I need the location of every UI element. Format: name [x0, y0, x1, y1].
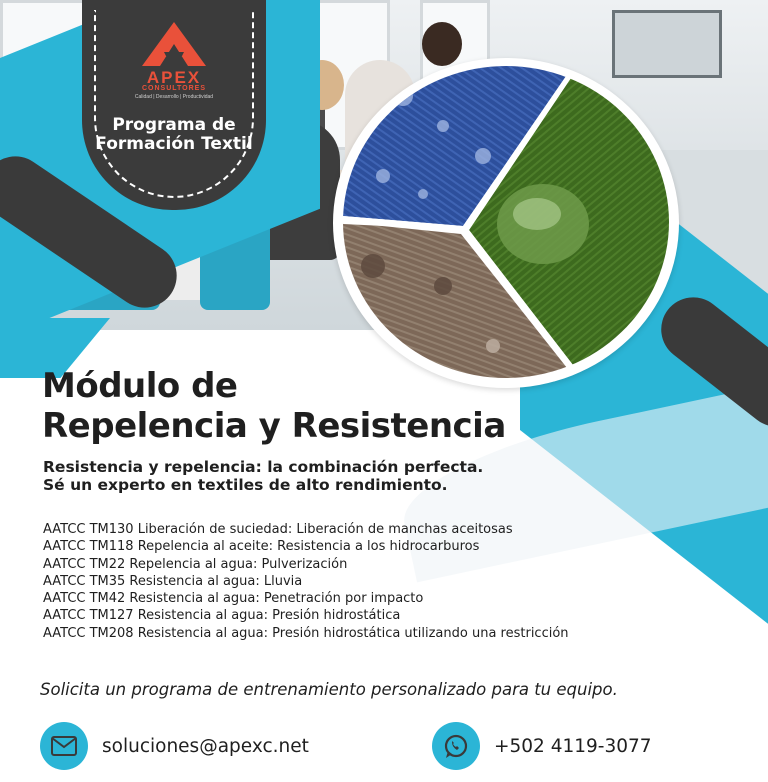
apex-logo-icon — [142, 22, 206, 66]
whatsapp-icon — [432, 722, 480, 770]
phone-number[interactable]: +502 4119-3077 — [494, 735, 652, 757]
module-title — [42, 366, 506, 446]
logo-badge — [82, 0, 266, 210]
brand-tagline: Calidad | Desarrollo | Productividad — [134, 94, 214, 100]
list-item: AATCC TM22 Repelencia al agua: Pulverización — [43, 556, 348, 572]
module-title-line2: Repelencia y Resistencia — [42, 406, 506, 446]
brand-name: APEX — [146, 68, 202, 87]
person-head — [422, 22, 462, 66]
list-item: AATCC TM127 Resistencia al agua: Presión hidrostática — [43, 608, 401, 624]
program-title: Programa de Formación Textil — [95, 115, 253, 154]
test-method-list — [43, 521, 569, 642]
email-contact[interactable] — [40, 722, 309, 770]
email-address[interactable]: soluciones@apexc.net — [102, 735, 309, 757]
phone-contact[interactable] — [432, 722, 652, 770]
list-item: AATCC TM118 Repelencia al aceite: Resistencia a los hidrocarburos — [43, 539, 480, 555]
list-item: AATCC TM130 Liberación de suciedad: Liberación de manchas aceitosas — [43, 522, 513, 537]
list-item: AATCC TM42 Resistencia al agua: Penetración por impacto — [43, 591, 424, 607]
fabric-samples-image — [343, 66, 669, 378]
list-item: AATCC TM35 Resistencia al agua: Lluvia — [43, 573, 303, 589]
subtitle-line1: Resistencia y repelencia: la combinación perfecta. — [43, 458, 484, 476]
list-item: AATCC TM208 Resistencia al agua: Presión hidrostática utilizando una restricción — [43, 625, 569, 641]
module-title-line1: Módulo de — [42, 366, 238, 406]
envelope-icon — [40, 722, 88, 770]
brand-subname: CONSULTORES — [141, 85, 207, 92]
module-subtitle — [43, 458, 483, 494]
call-to-action: Solicita un programa de entrenamiento personalizado para tu equipo. — [40, 680, 618, 699]
subtitle-line2: Sé un experto en textiles de alto rendimiento. — [43, 476, 448, 494]
